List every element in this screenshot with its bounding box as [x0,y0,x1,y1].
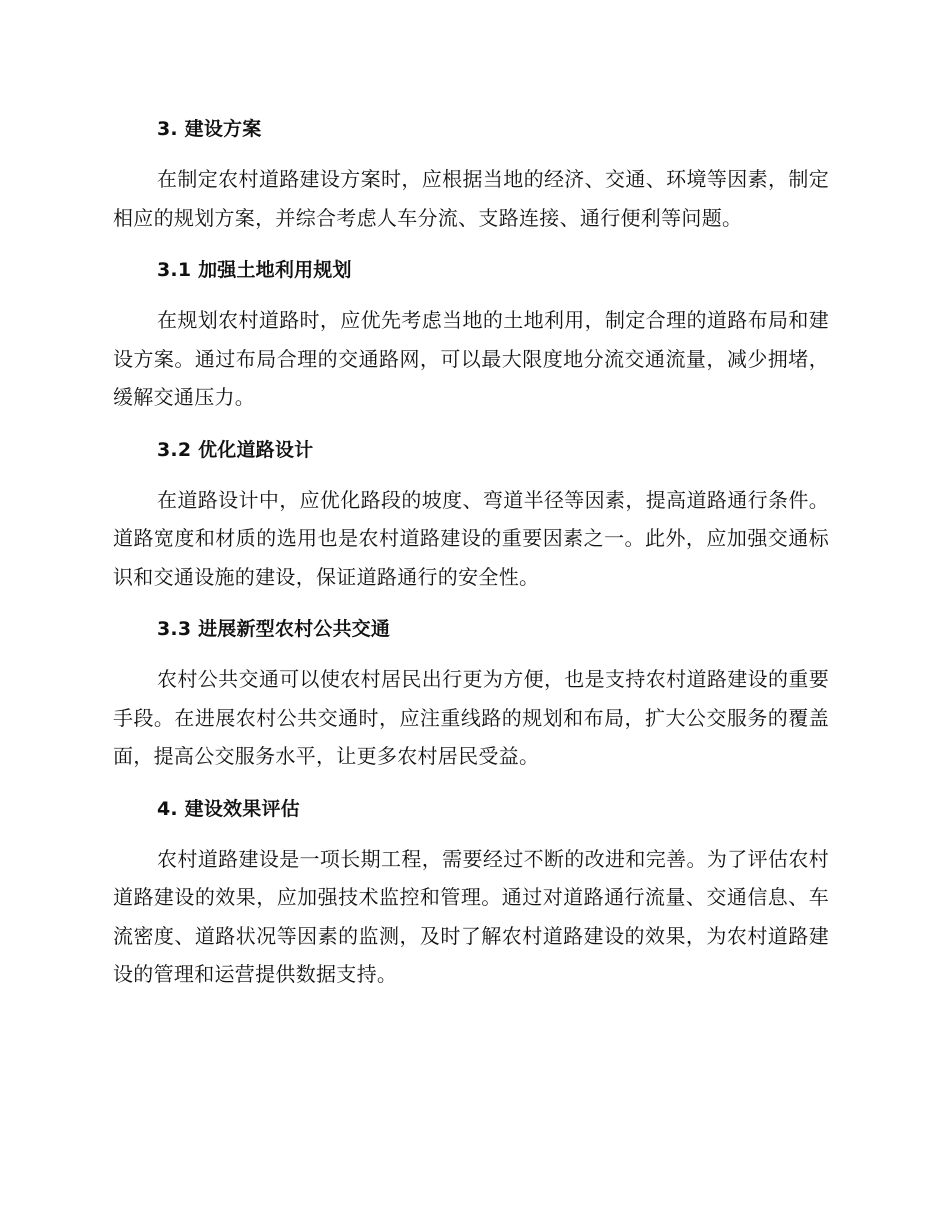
section-paragraph-3-1: 在规划农村道路时，应优先考虑当地的土地利用，制定合理的道路布局和建设方案。通过布局合理的交通路网，可以最大限度地分流交通流量，减少拥堵，缓解交通压力。 [113,308,829,409]
section-paragraph-3: 在制定农村道路建设方案时，应根据当地的经济、交通、环境等因素，制定相应的规划方案，并综合考虑人车分流、支路连接、通行便利等问题。 [113,167,829,230]
document-body [113,108,829,1006]
section-heading-3: 3. 建设方案 [157,118,262,140]
section-paragraph-3-2: 在道路设计中，应优化路段的坡度、弯道半径等因素，提高道路通行条件。道路宽度和材质的选用也是农村道路建设的重要因素之一。此外，应加强交通标识和交通设施的建设，保证道路通行的安全性。 [113,487,829,589]
section-heading-4: 4. 建设效果评估 [157,797,300,820]
section-paragraph-3-3: 农村公共交通可以使农村居民出行更为方便，也是支持农村道路建设的重要手段。在进展农村公共交通时，应注重线路的规划和布局，扩大公交服务的覆盖面，提高公交服务水平，让更多农村居民受益。 [113,667,829,768]
section-paragraph-4: 农村道路建设是一项长期工程，需要经过不断的改进和完善。为了评估农村道路建设的效果，应加强技术监控和管理。通过对道路通行流量、交通信息、车流密度、道路状况等因素的监测，及时了解农村道路建设的效果，为农村道路建设的管理和运营提供数据支持。 [113,846,829,986]
section-heading-3-2: 3.2 优化道路设计 [157,438,314,461]
section-heading-3-3: 3.3 进展新型农村公共交通 [157,618,391,640]
section-heading-3-1: 3.1 加强土地利用规划 [157,259,352,281]
